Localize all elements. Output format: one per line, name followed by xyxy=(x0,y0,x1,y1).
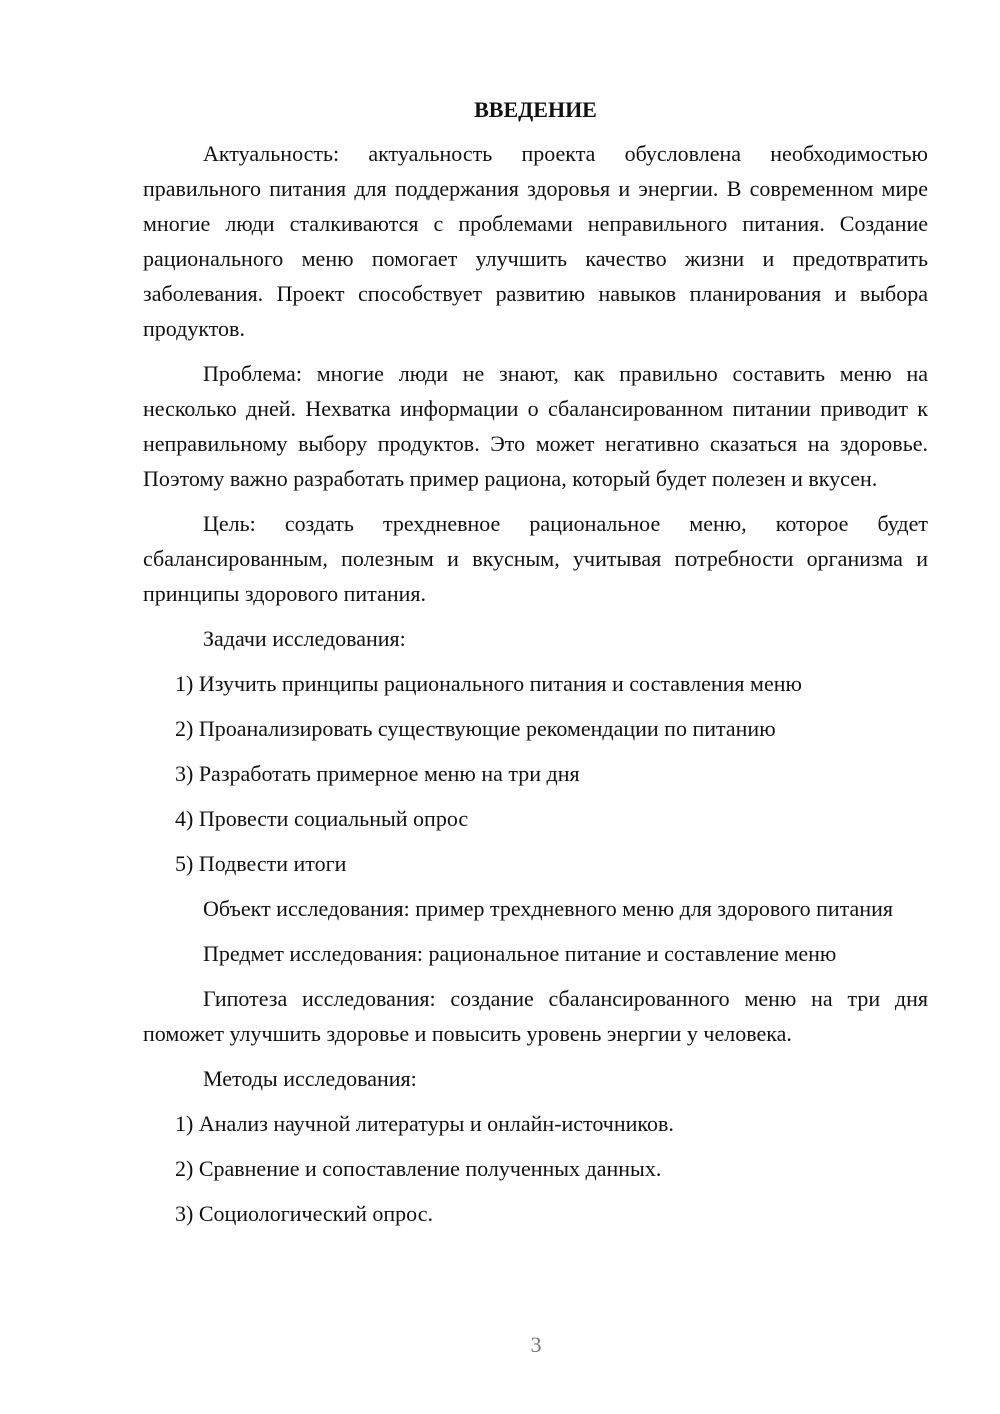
list-item: 2) Сравнение и сопоставление полученных данных. xyxy=(175,1156,662,1181)
subject-paragraph: Предмет исследования: рациональное питание и составление меню xyxy=(203,941,837,966)
goal-paragraph: Цель: создать трехдневное рациональное меню, которое будет сбалансированным, полезным и вкусным, учитывая потребности организма и принципы здорового питания. xyxy=(143,511,928,606)
relevance-paragraph: Актуальность: актуальность проекта обусловлена необходимостью правильного питания для поддержания здоровья и энергии. В современном мире многие люди сталкиваются с проблемами неправильного питания. Создание рационального меню помогает улучшить качество жизни и предотвратить заболевания. Проект способствует развитию навыков планирования и выбора продуктов. xyxy=(143,141,928,341)
problem-paragraph: Проблема: многие люди не знают, как правильно составить меню на несколько дней. Нехватка информации о сбалансированном питании приводит к неправильному выбору продуктов. Это может негативно сказаться на здоровье. Поэтому важно разработать пример рациона, который будет полезен и вкусен. xyxy=(143,361,928,491)
methods-label: Методы исследования: xyxy=(203,1066,417,1091)
tasks-list xyxy=(143,666,928,881)
list-item: 2) Проанализировать существующие рекомендации по питанию xyxy=(175,716,776,741)
list-item: 3) Разработать примерное меню на три дня xyxy=(175,761,580,786)
list-item: 5) Подвести итоги xyxy=(175,851,347,876)
page-content xyxy=(143,92,928,1241)
page-number: 3 xyxy=(530,1332,542,1357)
section-title: ВВЕДЕНИЕ xyxy=(474,97,597,122)
tasks-label: Задачи исследования: xyxy=(203,626,406,651)
list-item: 1) Анализ научной литературы и онлайн-источников. xyxy=(175,1111,674,1136)
list-item: 3) Социологический опрос. xyxy=(175,1201,433,1226)
hypothesis-paragraph: Гипотеза исследования: создание сбалансированного меню на три дня поможет улучшить здоровье и повысить уровень энергии у человека. xyxy=(143,986,928,1046)
list-item: 1) Изучить принципы рационального питания и составления меню xyxy=(175,671,802,696)
object-paragraph: Объект исследования: пример трехдневного меню для здорового питания xyxy=(203,896,893,921)
list-item: 4) Провести социальный опрос xyxy=(175,806,469,831)
methods-list xyxy=(143,1106,928,1231)
